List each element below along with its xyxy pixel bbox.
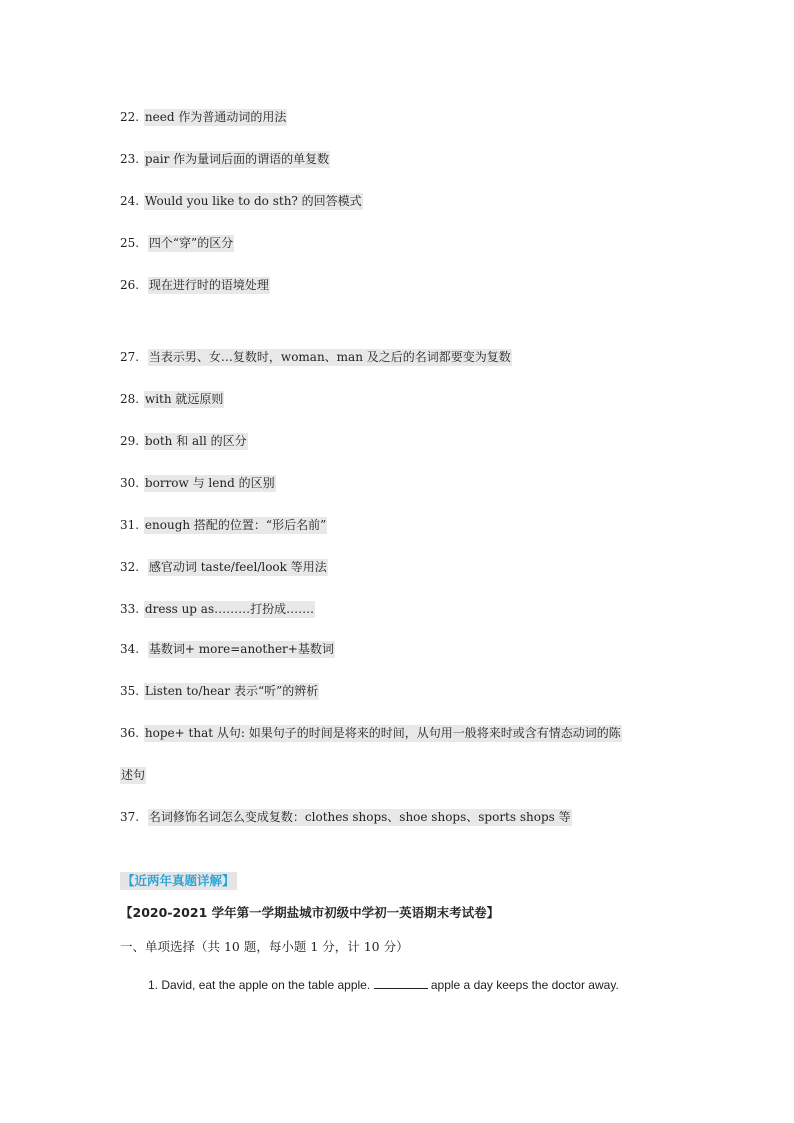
list-item [120,808,572,826]
item-text: enough 搭配的位置：“形后名前” [144,518,327,532]
item-number: 27. [120,350,140,364]
item-text: dress up as………打扮成……. [144,602,314,616]
list-item [120,276,270,294]
item-text: Listen to/hear 表示“听”的辨析 [144,684,319,698]
list-item [120,640,335,658]
item-number: 30. [120,476,140,490]
answer-blank [374,976,428,989]
item-number: 37. [120,810,140,824]
item-text: 现在进行时的语境处理 [148,278,269,292]
item-number: 29. [120,434,140,448]
item-text: Would you like to do sth? 的回答模式 [144,194,362,208]
list-item [120,558,328,576]
list-item [120,724,622,742]
item-number: 22. [120,110,140,124]
item-text: pair 作为量词后面的谓语的单复数 [144,152,330,166]
question-item [148,976,619,994]
list-item [120,516,327,534]
list-item-continuation [120,766,146,784]
item-number: 36. [120,726,140,740]
list-item [120,390,224,408]
list-item [120,348,512,366]
item-text: with 就远原则 [144,392,224,406]
item-number: 24. [120,194,140,208]
list-item [120,108,287,126]
list-item [120,192,363,210]
item-text: hope+ that 从句: 如果句子的时间是将来的时间，从句用一般将来时或含有情态动词的陈 [144,726,621,740]
item-number: 34. [120,642,140,656]
item-text: both 和 all 的区分 [144,434,247,448]
list-item [120,600,315,618]
item-text: borrow 与 lend 的区别 [144,476,275,490]
item-text: need 作为普通动词的用法 [144,110,287,124]
list-item [120,150,330,168]
question-text-after: apple a day keeps the doctor away. [430,978,619,992]
list-item [120,234,234,252]
part-title: 一、单项选择（共 10 题，每小题 1 分，计 10 分） [120,939,409,954]
item-number: 33. [120,602,140,616]
exam-title: 【2020-2021 学年第一学期盐城市初级中学初一英语期末考试卷】 [120,905,500,920]
item-text: 当表示男、女…复数时，woman、man 及之后的名词都要变为复数 [148,350,511,364]
list-item [120,474,276,492]
item-number: 31. [120,518,140,532]
item-text: 四个“穿”的区分 [148,236,234,250]
item-text: 基数词+ more=another+基数词 [148,642,334,656]
item-number: 26. [120,278,140,292]
item-text: 述句 [121,768,146,782]
item-number: 23. [120,152,140,166]
item-number: 28. [120,392,140,406]
item-text: 名词修饰名词怎么变成复数：clothes shops、shoe shops、sports shops 等 [148,810,571,824]
list-item [120,682,319,700]
list-item [120,432,248,450]
item-text: 感官动词 taste/feel/look 等用法 [148,560,327,574]
item-number: 32. [120,560,140,574]
section-tag: 【近两年真题详解】 [122,873,235,888]
item-number: 35. [120,684,140,698]
question-text: 1. David, eat the apple on the table apple. [148,978,371,992]
item-number: 25. [120,236,140,250]
